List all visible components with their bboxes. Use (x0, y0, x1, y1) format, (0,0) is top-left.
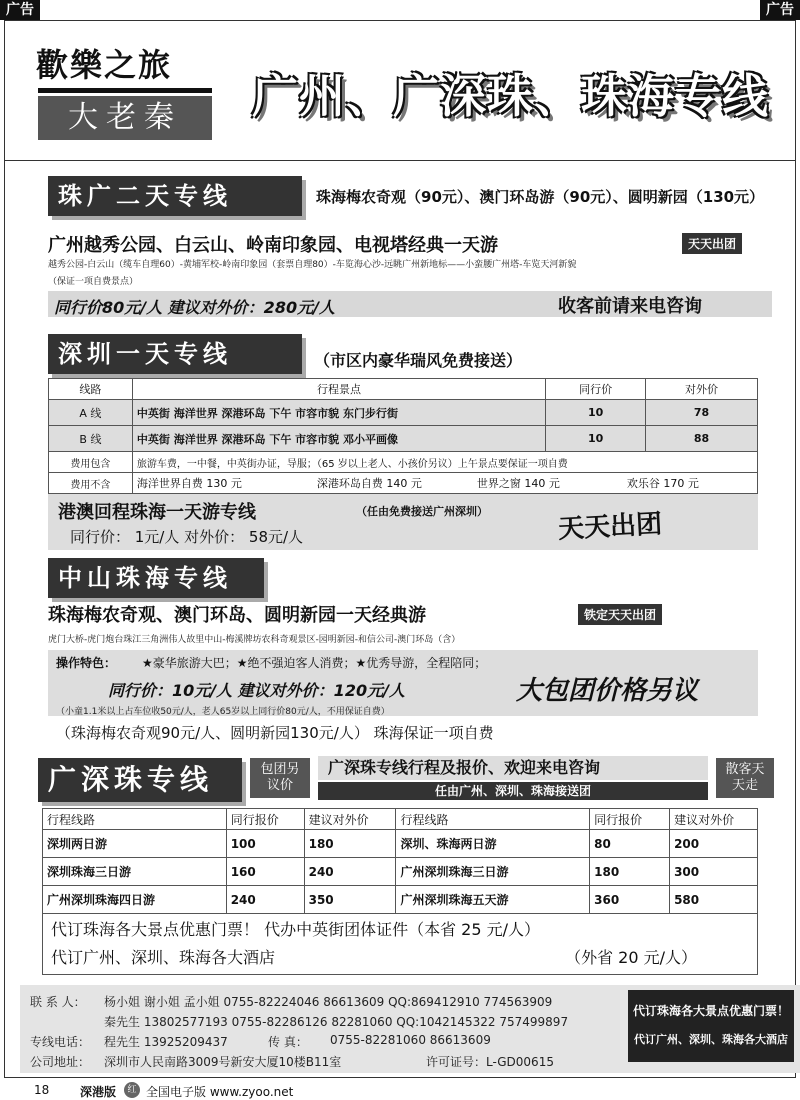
table-header: 行程线路 (43, 809, 227, 830)
zhuguang-note: （保证一项自费景点） (48, 277, 139, 287)
table-header: 对外价 (646, 379, 758, 400)
table-header: 同行报价 (226, 809, 304, 830)
route-name: 深圳、珠海两日游 (396, 830, 590, 858)
route-name: 广州深圳珠海四日游 (43, 886, 227, 914)
page-number: 18 (34, 1083, 50, 1097)
route-name: 深圳珠海三日游 (43, 858, 227, 886)
gangao-prices: 同行价： 1元/人 对外价： 58元/人 (70, 528, 304, 546)
logo-rule (38, 88, 212, 93)
gangao-subtitle: （任由免费接送广州深圳） (356, 505, 488, 518)
page-title: 广州、广深珠、珠海专线 (252, 69, 769, 123)
contacts-line1: 杨小姐 谢小姐 孟小姐 0755-82224046 86613609 QQ:869412910 774563909 (104, 995, 553, 1009)
promo-box (628, 990, 794, 1062)
line-retail-price: 88 (646, 426, 758, 452)
included-label: 费用包含 (49, 452, 133, 473)
table-header-row (49, 379, 758, 400)
promo-tickets: 代订珠海各大景点优惠门票！ (632, 1004, 789, 1018)
edition-label: 深港版 (80, 1085, 117, 1099)
zhuguang-tag: 天天出团 (682, 233, 742, 254)
banner-gszh: 广深珠专线 (38, 758, 242, 802)
route-retail-price: 180 (304, 830, 396, 858)
excluded-items (132, 473, 757, 494)
logo-subtitle: 大老秦 (38, 96, 212, 140)
table-header: 建议对外价 (670, 809, 758, 830)
zhongshan-tag: 铁定天天出团 (578, 604, 662, 625)
phone-value: 程先生 13925209437 (104, 1035, 228, 1049)
address-value: 深圳市人民南路3009号新安大厦10楼B11室 (104, 1055, 342, 1069)
gszh-table (42, 808, 758, 975)
route-trade-price: 360 (590, 886, 670, 914)
shenzhen-subtitle: （市区内豪华瑞风免费接送） (314, 351, 523, 370)
contacts-label: 联 系 人： (30, 995, 86, 1009)
table-row (43, 886, 758, 914)
excluded-item: 世界之窗 140 元 (476, 477, 560, 490)
line-spots: 中英街 海洋世界 深港环岛 下午 市容市貌 邓小平画像 (132, 426, 545, 452)
route-name: 广州深圳珠海五天游 (396, 886, 590, 914)
gangao-title: 港澳回程珠海一天游专线 (58, 502, 256, 523)
line-spots: 中英街 海洋世界 深港环岛 下午 市容市貌 东门步行街 (132, 400, 545, 426)
route-trade-price: 240 (226, 886, 304, 914)
gszh-extras (43, 914, 758, 975)
table-header: 行程线路 (396, 809, 590, 830)
table-row (43, 914, 758, 975)
banner-zhongshan: 中山珠海专线 (48, 558, 264, 598)
table-row (49, 400, 758, 426)
route-name: 深圳两日游 (43, 830, 227, 858)
fax-label: 传 真： (268, 1035, 308, 1049)
excluded-item: 海洋世界自费 130 元 (136, 477, 242, 490)
zhongshan-features-label: 操作特色： (56, 656, 117, 670)
gszh-extra-fee: （外省 20 元/人） (565, 948, 697, 967)
zhuguang-call: 收客前请来电咨询 (558, 296, 702, 317)
contacts-line2: 秦先生 13802577193 0755-82286126 82281060 QQ:1042145322 757499897 (104, 1015, 569, 1029)
route-trade-price: 80 (590, 830, 670, 858)
phone-label: 专线电话： (30, 1035, 91, 1049)
excluded-item: 欢乐谷 170 元 (626, 477, 699, 490)
zhuguang-price: 同行价80元/人 建议对外价：280元/人 (54, 298, 335, 317)
table-row (49, 473, 758, 494)
zhongshan-child-note: （小童1.1米以上占车位收50元/人，老人65岁以上同行价80元/人，不用保证自费） (56, 707, 390, 717)
gszh-sub-text: 任由广州、深圳、珠海接送团 (318, 782, 708, 800)
route-trade-price: 180 (590, 858, 670, 886)
shenzhen-table (48, 378, 758, 494)
license-number: 许可证号：L-GD00615 (426, 1055, 554, 1069)
table-header: 同行报价 (590, 809, 670, 830)
line-name: B 线 (49, 426, 133, 452)
zhongshan-headline: 珠海梅农奇观、澳门环岛、圆明新园一天经典游 (48, 605, 426, 626)
route-retail-price: 350 (304, 886, 396, 914)
line-trade-price: 10 (546, 426, 646, 452)
zhongshan-optional: （珠海梅农奇观90元/人、圆明新园130元/人） 珠海保证一项自费 (56, 724, 494, 742)
header-divider (4, 160, 796, 161)
promo-hotels: 代订广州、深圳、珠海各大酒店 (634, 1033, 788, 1046)
gszh-top-text: 广深珠专线行程及报价、欢迎来电咨询 (318, 756, 708, 780)
route-name: 广州深圳珠海三日游 (396, 858, 590, 886)
table-header: 同行价 (546, 379, 646, 400)
table-row (49, 426, 758, 452)
address-label: 公司地址： (30, 1055, 91, 1069)
table-header: 行程景点 (132, 379, 545, 400)
banner-shenzhen: 深圳一天专线 (48, 334, 302, 374)
table-header-row (43, 809, 758, 830)
route-trade-price: 160 (226, 858, 304, 886)
table-row (49, 452, 758, 473)
table-header: 建议对外价 (304, 809, 396, 830)
zhuguang-headline: 广州越秀公园、白云山、岭南印象园、电视塔经典一天游 (48, 235, 498, 256)
route-trade-price: 100 (226, 830, 304, 858)
gszh-stamp-left: 包团另议价 (250, 758, 310, 798)
table-row (43, 830, 758, 858)
ad-label-right: 广告 (760, 0, 800, 20)
route-retail-price: 240 (304, 858, 396, 886)
zhongshan-price: 同行价：10元/人 建议对外价：120元/人 (108, 681, 405, 700)
route-retail-price: 300 (670, 858, 758, 886)
gszh-extra-hotels: 代订广州、深圳、珠海各大酒店 (51, 948, 276, 967)
site-link[interactable]: 全国电子版 www.zyoo.net (146, 1085, 294, 1099)
zhongshan-package: 大包团价格另议 (516, 676, 699, 706)
zhongshan-route: 虎门大桥-虎门炮台珠江三角洲伟人故里中山-梅溪牌坊农科奇观景区-园明新园-和信公司-澳门环岛（含） (48, 635, 461, 645)
gangao-slogan: 天天出团 (557, 509, 663, 545)
excluded-label: 费用不含 (49, 473, 133, 494)
gszh-stamp-right: 散客天天走 (716, 758, 774, 798)
fax-value: 0755-82281060 86613609 (330, 1033, 491, 1047)
included-text: 旅游车费，一中餐，中英街办证，导服；（65 岁以上老人、小孩价另议）上午景点要保证一项自费 (132, 452, 757, 473)
zhuguang-route: 越秀公园-白云山（缆车自理60）-黄埔军校-岭南印象园（套票自理80）-车览海心沙-远眺广州新地标——小蛮腰广州塔-车览天河新貌 (48, 260, 577, 270)
banner-zhuguang: 珠广二天专线 (48, 176, 302, 216)
table-header: 线路 (49, 379, 133, 400)
edition-badge: 红 (124, 1082, 140, 1098)
zhongshan-features: ★豪华旅游大巴；★绝不强迫客人消费；★优秀导游，全程陪同； (142, 656, 487, 670)
line-trade-price: 10 (546, 400, 646, 426)
route-retail-price: 200 (670, 830, 758, 858)
table-row (43, 858, 758, 886)
ad-label-left: 广告 (0, 0, 40, 20)
zhuguang-options: 珠海梅农奇观（90元）、澳门环岛游（90元）、圆明新园（130元） (316, 188, 765, 206)
excluded-item: 深港环岛自费 140 元 (316, 477, 422, 490)
line-name: A 线 (49, 400, 133, 426)
gszh-extra-line2 (51, 944, 697, 972)
route-retail-price: 580 (670, 886, 758, 914)
logo-text: 歡樂之旅 (36, 46, 173, 84)
line-retail-price: 78 (646, 400, 758, 426)
gszh-extra-line1: 代订珠海各大景点优惠门票！ 代办中英街团体证件（本省 25 元/人） (51, 920, 541, 939)
